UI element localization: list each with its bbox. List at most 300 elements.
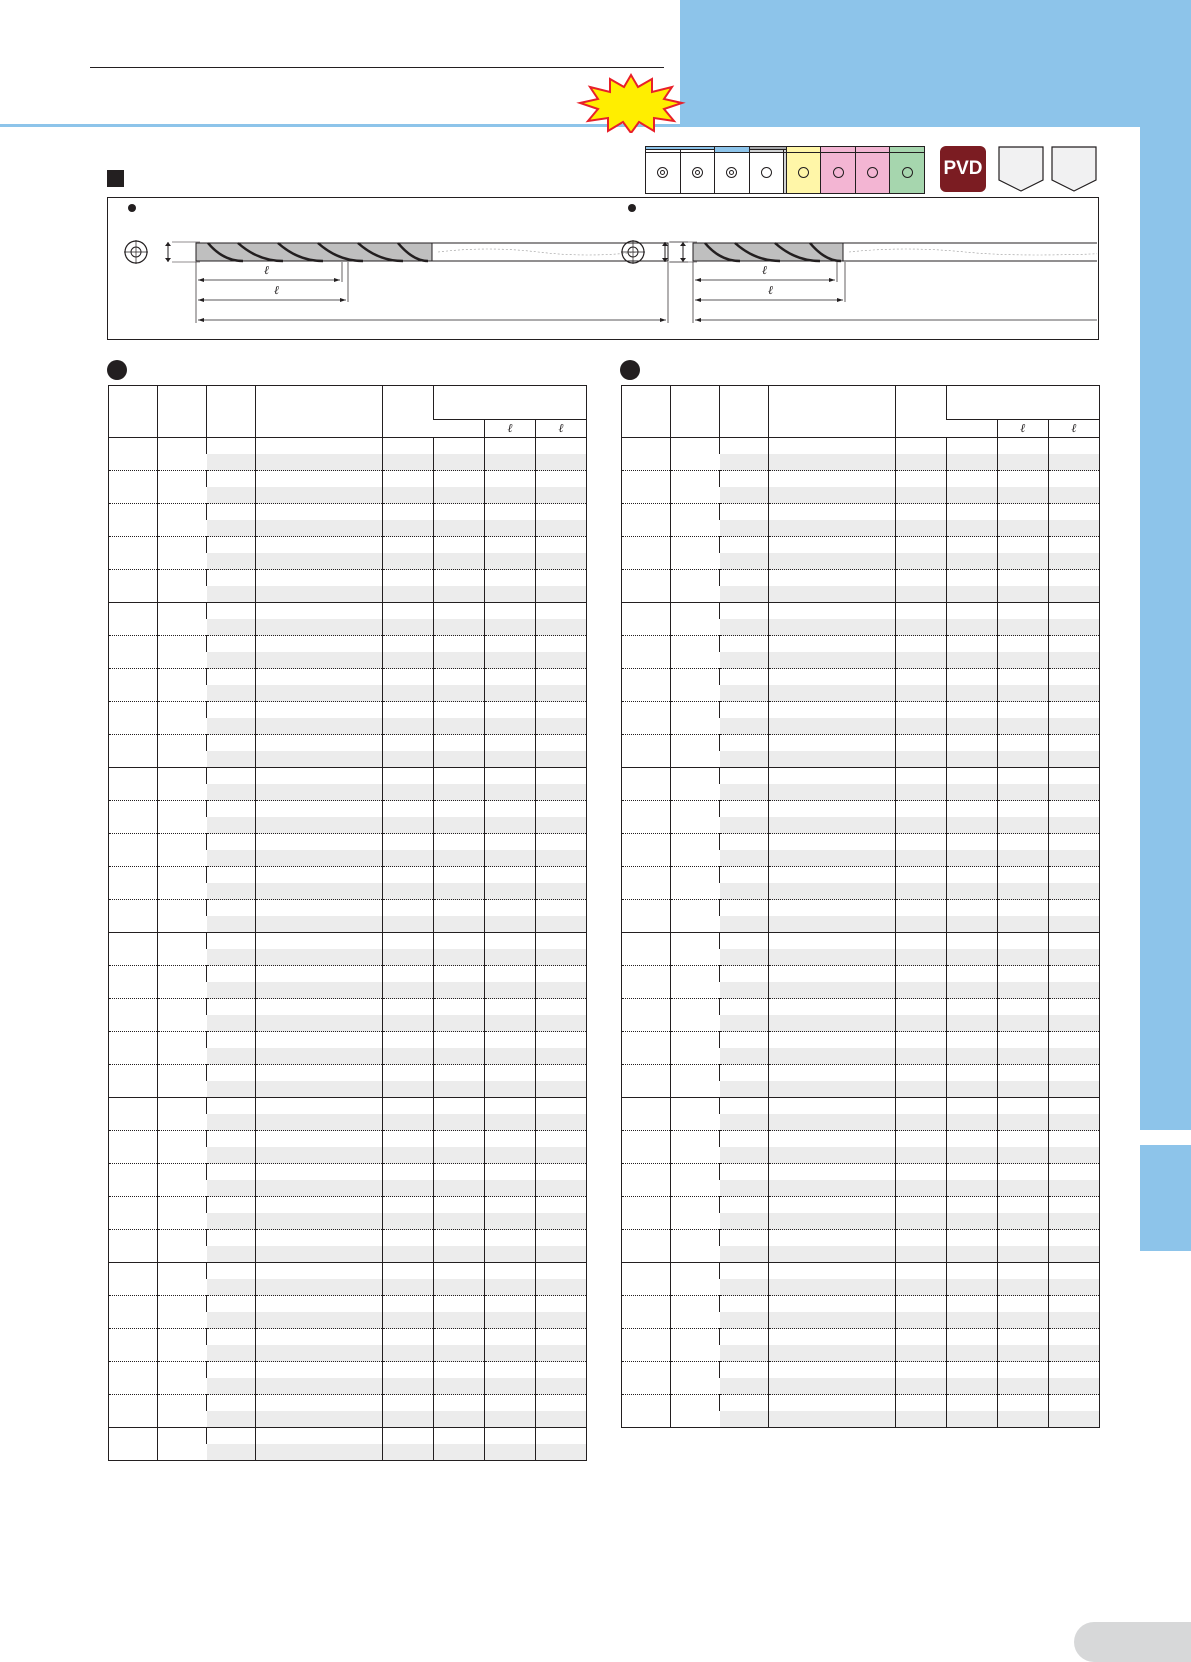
table-cell: [997, 900, 1048, 917]
table-row: [622, 1362, 1100, 1379]
table-cell: [485, 1213, 536, 1230]
table-cell: [946, 718, 997, 735]
table-cell: [720, 1065, 769, 1082]
table-cell: [895, 570, 946, 587]
table-cell: [1048, 1180, 1099, 1197]
table-cell: [720, 1147, 769, 1164]
table-cell: [158, 834, 207, 867]
table-cell: [109, 966, 158, 999]
table-cell: [383, 652, 434, 669]
table-cell: [671, 504, 720, 537]
table-cell: [536, 586, 587, 603]
table-cell: [536, 603, 587, 620]
table-cell: [720, 1015, 769, 1032]
table-cell: [434, 1312, 485, 1329]
table-cell: [997, 520, 1048, 537]
table-cell: [536, 933, 587, 950]
table-cell: [720, 454, 769, 471]
table-cell: [769, 1131, 895, 1148]
table-cell: [485, 1345, 536, 1362]
table-cell: [1048, 1230, 1099, 1247]
table-body: [109, 438, 587, 1461]
table-cell: [485, 1296, 536, 1313]
table-cell: [256, 1197, 383, 1214]
table-cell: [256, 916, 383, 933]
table-cell: [256, 1312, 383, 1329]
table-cell: [895, 454, 946, 471]
table-cell: [720, 1345, 769, 1362]
table-cell: [769, 735, 895, 752]
table-cell: [434, 1279, 485, 1296]
table-cell: [1048, 1164, 1099, 1181]
table-cell: [485, 504, 536, 521]
table-cell: [207, 834, 256, 851]
table-cell: [434, 685, 485, 702]
header-cell: [383, 386, 434, 438]
table-cell: [158, 1098, 207, 1131]
table-cell: [997, 801, 1048, 818]
table-cell: [720, 850, 769, 867]
table-cell: [536, 801, 587, 818]
table-cell: [769, 850, 895, 867]
table-row: [109, 867, 587, 884]
table-cell: [720, 619, 769, 636]
table-cell: [895, 1197, 946, 1214]
table-row: [622, 1164, 1100, 1181]
table-cell: [946, 1164, 997, 1181]
table-cell: [207, 520, 256, 537]
table-cell: [485, 735, 536, 752]
table-cell: [434, 1444, 485, 1461]
table-cell: [434, 1164, 485, 1181]
table-cell: [1048, 999, 1099, 1016]
table-cell: [1048, 1213, 1099, 1230]
table-row: [622, 471, 1100, 488]
table-cell: [434, 834, 485, 851]
table-bullet-right: [620, 360, 640, 380]
table-cell: [485, 1378, 536, 1395]
table-cell: [997, 1180, 1048, 1197]
table-row: [109, 1362, 587, 1379]
table-cell: [997, 537, 1048, 554]
table-cell: [997, 1296, 1048, 1313]
tolerance-icon: [1051, 146, 1097, 192]
table-cell: [207, 454, 256, 471]
table-cell: [769, 438, 895, 455]
table-cell: [536, 1197, 587, 1214]
table-cell: [769, 1230, 895, 1247]
table-cell: [256, 1411, 383, 1428]
table-row: [622, 966, 1100, 983]
table-cell: [769, 982, 895, 999]
table-cell: [1048, 966, 1099, 983]
table-cell: [997, 751, 1048, 768]
table-row: [109, 801, 587, 818]
table-cell: [434, 999, 485, 1016]
table-cell: [946, 1213, 997, 1230]
table-cell: [946, 669, 997, 686]
table-cell: [946, 982, 997, 999]
table-cell: [769, 867, 895, 884]
table-cell: [536, 1246, 587, 1263]
table-cell: [109, 636, 158, 669]
table-row: [622, 933, 1100, 950]
table-cell: [1048, 735, 1099, 752]
table-cell: [720, 735, 769, 752]
table-cell: [434, 570, 485, 587]
table-row: [622, 999, 1100, 1016]
table-cell: [109, 999, 158, 1032]
table-cell: [383, 1411, 434, 1428]
table-cell: [536, 1213, 587, 1230]
table-cell: [256, 999, 383, 1016]
table-cell: [158, 966, 207, 999]
table-cell: [256, 784, 383, 801]
table-cell: [946, 751, 997, 768]
table-cell: [536, 817, 587, 834]
table-cell: [383, 1296, 434, 1313]
table-cell: [536, 1428, 587, 1445]
table-cell: [158, 438, 207, 471]
table-cell: [895, 883, 946, 900]
table-cell: [769, 619, 895, 636]
table-cell: [622, 1395, 671, 1428]
table-cell: [434, 1048, 485, 1065]
table-cell: [895, 999, 946, 1016]
table-cell: [485, 1131, 536, 1148]
table-cell: [536, 850, 587, 867]
table-cell: [895, 735, 946, 752]
table-cell: [485, 1164, 536, 1181]
table-cell: [207, 1444, 256, 1461]
table-cell: [720, 1164, 769, 1181]
table-cell: [109, 702, 158, 735]
table-cell: [109, 1197, 158, 1230]
table-cell: [256, 1114, 383, 1131]
table-cell: [997, 1098, 1048, 1115]
table-cell: [997, 999, 1048, 1016]
table-cell: [997, 718, 1048, 735]
table-cell: [536, 652, 587, 669]
table-cell: [997, 603, 1048, 620]
table-cell: [383, 1065, 434, 1082]
table-cell: [485, 619, 536, 636]
table-cell: [383, 834, 434, 851]
table-cell: [536, 735, 587, 752]
table-cell: [536, 471, 587, 488]
table-cell: [485, 916, 536, 933]
table-cell: [434, 1098, 485, 1115]
table-cell: [1048, 1065, 1099, 1082]
table-cell: [769, 784, 895, 801]
table-cell: [720, 982, 769, 999]
table-cell: [720, 1329, 769, 1346]
table-cell: [383, 1048, 434, 1065]
new-badge-icon: [576, 73, 686, 133]
table-cell: [207, 1246, 256, 1263]
table-cell: [207, 768, 256, 785]
table-cell: [158, 1065, 207, 1098]
table-cell: [769, 652, 895, 669]
table-cell: [434, 1362, 485, 1379]
table-cell: [485, 586, 536, 603]
table-cell: [720, 784, 769, 801]
table-cell: [158, 1428, 207, 1461]
table-cell: [256, 1345, 383, 1362]
table-cell: [434, 850, 485, 867]
table-cell: [622, 735, 671, 768]
table-cell: [720, 553, 769, 570]
table-cell: [895, 636, 946, 653]
table-cell: [946, 1362, 997, 1379]
table-cell: [997, 487, 1048, 504]
table-cell: [256, 1296, 383, 1313]
table-cell: [1048, 537, 1099, 554]
table-cell: [769, 504, 895, 521]
table-cell: [434, 751, 485, 768]
table-cell: [207, 636, 256, 653]
table-cell: [256, 900, 383, 917]
table-cell: [1048, 982, 1099, 999]
table-cell: [720, 471, 769, 488]
table-cell: [997, 735, 1048, 752]
table-cell: [485, 487, 536, 504]
table-cell: [434, 949, 485, 966]
table-cell: [434, 471, 485, 488]
table-cell: [207, 1230, 256, 1247]
table-cell: [946, 784, 997, 801]
table-cell: [158, 504, 207, 537]
table-cell: [434, 1428, 485, 1445]
table-cell: [946, 867, 997, 884]
table-cell: [256, 1048, 383, 1065]
table-cell: [895, 1131, 946, 1148]
table-cell: [622, 1362, 671, 1395]
drill-drawing-right: [621, 240, 1097, 323]
table-cell: [109, 669, 158, 702]
table-cell: [158, 999, 207, 1032]
table-cell: [946, 966, 997, 983]
header-cell-dimensions: [434, 386, 587, 420]
table-cell: [536, 718, 587, 735]
table-cell: [769, 834, 895, 851]
table-cell: [256, 1065, 383, 1082]
table-cell: [434, 883, 485, 900]
table-cell: [946, 504, 997, 521]
table-row: [622, 900, 1100, 917]
table-cell: [256, 1362, 383, 1379]
table-cell: [895, 1180, 946, 1197]
table-cell: [1048, 1197, 1099, 1214]
table-cell: [720, 586, 769, 603]
table-cell: [109, 1428, 158, 1461]
table-cell: [895, 487, 946, 504]
table-cell: [1048, 487, 1099, 504]
dimension-table-left: [108, 385, 587, 1461]
table-cell: [720, 1279, 769, 1296]
table-cell: [383, 999, 434, 1016]
table-cell: [720, 999, 769, 1016]
table-cell: [769, 1213, 895, 1230]
table-cell: [946, 1131, 997, 1148]
table-cell: [622, 900, 671, 933]
table-cell: [1048, 1098, 1099, 1115]
table-cell: [946, 900, 997, 917]
table-cell: [158, 1164, 207, 1197]
table-cell: [485, 718, 536, 735]
table-row: [109, 570, 587, 587]
table-cell: [383, 471, 434, 488]
table-cell: [383, 1147, 434, 1164]
table-cell: [158, 603, 207, 636]
table-cell: [671, 768, 720, 801]
table-cell: [997, 702, 1048, 719]
table-cell: [769, 1296, 895, 1313]
table-cell: [109, 1395, 158, 1428]
table-cell: [207, 817, 256, 834]
table-cell: [671, 834, 720, 867]
table-row: [622, 702, 1100, 719]
table-cell: [946, 1015, 997, 1032]
table-cell: [997, 1114, 1048, 1131]
table-cell: [485, 966, 536, 983]
table-cell: [946, 850, 997, 867]
table-row: [109, 1197, 587, 1214]
table-cell: [720, 1131, 769, 1148]
table-cell: [383, 636, 434, 653]
table-cell: [997, 1312, 1048, 1329]
table-cell: [946, 735, 997, 752]
table-cell: [622, 570, 671, 603]
table-cell: [895, 520, 946, 537]
table-cell: [1048, 1329, 1099, 1346]
table-cell: [207, 1279, 256, 1296]
table-cell: [485, 1428, 536, 1445]
table-cell: [1048, 1263, 1099, 1280]
table-cell: [997, 966, 1048, 983]
table-cell: [1048, 1395, 1099, 1412]
table-cell: [207, 1428, 256, 1445]
table-cell: [207, 718, 256, 735]
table-cell: [256, 850, 383, 867]
table-cell: [485, 1081, 536, 1098]
table-cell: [207, 850, 256, 867]
table-cell: [720, 751, 769, 768]
table-row: [622, 1197, 1100, 1214]
table-cell: [997, 553, 1048, 570]
table-cell: [207, 1081, 256, 1098]
table-cell: [256, 553, 383, 570]
drill-drawing-left: [124, 240, 688, 323]
table-cell: [158, 1197, 207, 1230]
table-cell: [997, 784, 1048, 801]
table-cell: [256, 520, 383, 537]
table-cell: [946, 949, 997, 966]
header-cell: [207, 386, 256, 438]
table-cell: [256, 933, 383, 950]
table-cell: [256, 883, 383, 900]
table-cell: [383, 1378, 434, 1395]
table-cell: [383, 438, 434, 455]
table-cell: [256, 1329, 383, 1346]
table-cell: [207, 949, 256, 966]
table-cell: [895, 1164, 946, 1181]
table-cell: [383, 1015, 434, 1032]
table-cell: [434, 900, 485, 917]
table-cell: [769, 1180, 895, 1197]
table-cell: [434, 586, 485, 603]
table-cell: [1048, 702, 1099, 719]
table-cell: [536, 1114, 587, 1131]
table-cell: [769, 933, 895, 950]
table-cell: [536, 1048, 587, 1065]
table-cell: [109, 768, 158, 801]
table-cell: [383, 1197, 434, 1214]
table-cell: [434, 1081, 485, 1098]
table-cell: [109, 537, 158, 570]
table-cell: [720, 883, 769, 900]
table-cell: [383, 933, 434, 950]
table-row: [109, 834, 587, 851]
table-cell: [536, 751, 587, 768]
table-cell: [207, 1263, 256, 1280]
table-cell: [622, 1296, 671, 1329]
table-cell: [434, 1015, 485, 1032]
table-cell: [946, 1279, 997, 1296]
table-cell: [536, 900, 587, 917]
table-cell: [895, 471, 946, 488]
table-cell: [769, 1098, 895, 1115]
table-cell: [671, 1329, 720, 1362]
table-cell: [485, 867, 536, 884]
table-cell: [434, 817, 485, 834]
table-cell: [895, 1098, 946, 1115]
table-cell: [946, 801, 997, 818]
table-cell: [158, 1131, 207, 1164]
table-cell: [997, 570, 1048, 587]
table-cell: [383, 916, 434, 933]
table-cell: [946, 834, 997, 851]
table-cell: [946, 1395, 997, 1412]
table-cell: [256, 537, 383, 554]
table-cell: [109, 1098, 158, 1131]
table-cell: [536, 1312, 587, 1329]
table-cell: [158, 537, 207, 570]
table-cell: [997, 1362, 1048, 1379]
table-cell: [485, 982, 536, 999]
table-cell: [536, 570, 587, 587]
table-cell: [1048, 619, 1099, 636]
table-cell: [1048, 834, 1099, 851]
table-cell: [485, 570, 536, 587]
table-cell: [434, 619, 485, 636]
table-cell: [997, 834, 1048, 851]
table-cell: [383, 1329, 434, 1346]
table-cell: [434, 553, 485, 570]
table-cell: [1048, 1296, 1099, 1313]
table-cell: [622, 1032, 671, 1065]
table-cell: [536, 784, 587, 801]
table-row: [109, 603, 587, 620]
table-cell: [671, 570, 720, 603]
table-cell: [946, 817, 997, 834]
table-cell: [383, 1098, 434, 1115]
table-cell: [769, 883, 895, 900]
table-cell: [671, 438, 720, 471]
table-cell: [383, 669, 434, 686]
table-cell: [1048, 1032, 1099, 1049]
table-cell: [207, 966, 256, 983]
